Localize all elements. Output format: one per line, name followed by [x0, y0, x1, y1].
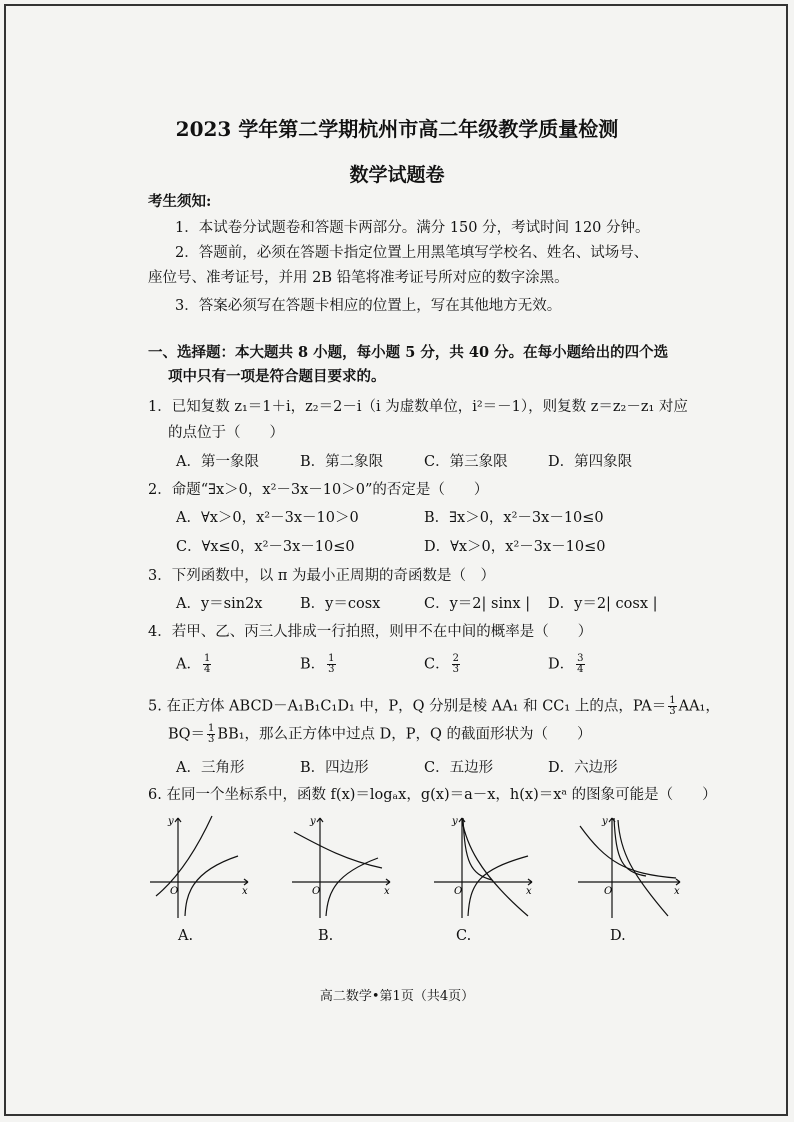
- notice-item-1: 1．本试卷分试题卷和答题卡两部分。满分 150 分，考试时间 120 分钟。: [175, 220, 650, 236]
- question-5-option-d: D．六边形: [548, 760, 618, 776]
- origin-label: O: [312, 886, 321, 897]
- y-label: y: [602, 816, 608, 827]
- curve-decreasing: [294, 832, 382, 868]
- notice-heading: 考生须知:: [148, 193, 212, 210]
- graph-c-label: C.: [456, 928, 472, 944]
- question-1-option-b: B．第二象限: [300, 454, 384, 470]
- fraction: [207, 724, 215, 745]
- question-2-stem: 2．命题“∃x＞0，x²－3x－10＞0”的否定是（ ）: [148, 482, 489, 498]
- page-footer: 高二数学•第1页（共4页）: [319, 989, 475, 1004]
- question-1-stem-cont: 的点位于（ ）: [168, 425, 284, 441]
- denominator: 4: [203, 664, 211, 675]
- graph-c: [432, 812, 536, 922]
- question-3-stem: 3．下列函数中，以 π 为最小正周期的奇函数是（ ）: [148, 568, 495, 584]
- question-1-option-c: C．第三象限: [424, 454, 508, 470]
- graph-d: [576, 812, 684, 922]
- question-2-option-b: B．∃x＞0，x²－3x－10≤0: [424, 510, 604, 526]
- question-1-stem: 1．已知复数 z₁＝1＋i，z₂＝2－i（i 为虚数单位，i²＝－1），则复数 z＝z₂－z₁ 对应: [148, 399, 688, 415]
- numerator: 1: [203, 653, 211, 664]
- question-4-option-b: [300, 654, 338, 675]
- graph-b-label: B.: [318, 928, 334, 944]
- question-6-stem: 6. 在同一个坐标系中，函数 f(x)＝logₐx，g(x)＝a－x，h(x)＝xᵃ 的图象可能是（ ）: [148, 787, 717, 803]
- fraction: [452, 654, 460, 675]
- notice-item-2-cont: 座位号、准考证号，并用 2B 铅笔将准考证号所对应的数字涂黑。: [148, 270, 569, 286]
- question-2-option-d: D．∀x＞0，x²－3x－10≤0: [424, 539, 606, 555]
- curve-log: [468, 856, 528, 916]
- denominator: 4: [577, 664, 584, 675]
- graph-a: [148, 812, 252, 922]
- denominator: 3: [669, 706, 676, 717]
- graph-a-label: A.: [178, 928, 194, 944]
- fraction: [576, 654, 584, 675]
- option-label: D．: [548, 656, 575, 673]
- q5-text-a: 5. 在正方体 ABCD－A₁B₁C₁D₁ 中，P，Q 分别是棱 AA₁ 和 CC₁ 上的点，PA＝: [148, 698, 667, 715]
- origin-label: O: [170, 886, 179, 897]
- option-label: C．: [424, 656, 450, 673]
- question-5-option-b: B．四边形: [300, 760, 369, 776]
- fraction: [327, 654, 335, 675]
- question-3-option-a: A．y＝sin2x: [176, 596, 263, 612]
- curve-decreasing: [580, 826, 676, 878]
- fraction: [203, 654, 211, 675]
- question-2-option-c: C．∀x≤0，x²－3x－10≤0: [176, 539, 355, 555]
- origin-label: O: [454, 886, 463, 897]
- x-label: x: [674, 886, 680, 897]
- curve-log: [185, 856, 238, 916]
- question-3-option-b: B．y＝cosx: [300, 596, 381, 612]
- page-subtitle: 数学试题卷: [349, 164, 445, 186]
- section-heading-cont: 项中只有一项是符合题目要求的。: [168, 368, 386, 385]
- y-label: y: [310, 816, 316, 827]
- origin-label: O: [604, 886, 613, 897]
- section-heading: 一、选择题：本大题共 8 小题，每小题 5 分，共 40 分。在每小题给出的四个选: [148, 344, 669, 361]
- numerator: 2: [452, 653, 459, 664]
- graph-d-label: D.: [610, 928, 626, 944]
- question-1-option-d: D．第四象限: [548, 454, 633, 470]
- numerator: 1: [669, 695, 676, 706]
- numerator: 3: [577, 653, 584, 664]
- q5-text-b: AA₁，: [678, 698, 720, 715]
- denominator: 3: [208, 734, 215, 745]
- y-label: y: [452, 816, 458, 827]
- question-4-option-c: [424, 654, 462, 675]
- question-5-option-c: C．五边形: [424, 760, 494, 776]
- denominator: 3: [328, 664, 335, 675]
- curve-power: [463, 818, 492, 880]
- option-label: B．: [300, 656, 326, 673]
- question-5-stem-cont: [168, 724, 592, 745]
- question-2-option-a: A．∀x＞0，x²－3x－10＞0: [176, 510, 359, 526]
- question-3-option-d: D．y＝2| cosx |: [548, 596, 658, 612]
- q5-text-c: BQ＝: [168, 726, 206, 743]
- question-3-option-c: C．y＝2| sinx |: [424, 596, 531, 612]
- y-label: y: [168, 816, 174, 827]
- notice-item-2: 2．答题前，必须在答题卡指定位置上用黑笔填写学校名、姓名、试场号、: [175, 245, 649, 261]
- curve-log: [326, 858, 378, 916]
- x-label: x: [526, 886, 532, 897]
- question-1-option-a: A．第一象限: [176, 454, 259, 470]
- q5-text-d: BB₁，那么正方体中过点 D，P，Q 的截面形状为（ ）: [217, 726, 592, 743]
- x-label: x: [242, 886, 248, 897]
- numerator: 1: [208, 723, 215, 734]
- question-5-option-a: A．三角形: [176, 760, 245, 776]
- numerator: 1: [328, 653, 335, 664]
- curve-log-decreasing: [618, 820, 668, 916]
- question-4-stem: 4．若甲、乙、丙三人排成一行拍照，则甲不在中间的概率是（ ）: [148, 624, 593, 640]
- page-title: 2023 学年第二学期杭州市高二年级教学质量检测: [175, 117, 619, 141]
- x-label: x: [384, 886, 390, 897]
- fraction: [668, 696, 676, 717]
- question-4-option-d: [548, 654, 587, 675]
- question-5-stem: [148, 696, 720, 717]
- graph-b: [290, 812, 394, 922]
- curve-line: [156, 816, 212, 896]
- option-label: A．: [176, 656, 201, 673]
- question-4-option-a: [176, 654, 213, 675]
- notice-item-3: 3．答案必须写在答题卡相应的位置上，写在其他地方无效。: [175, 298, 562, 314]
- denominator: 3: [452, 664, 459, 675]
